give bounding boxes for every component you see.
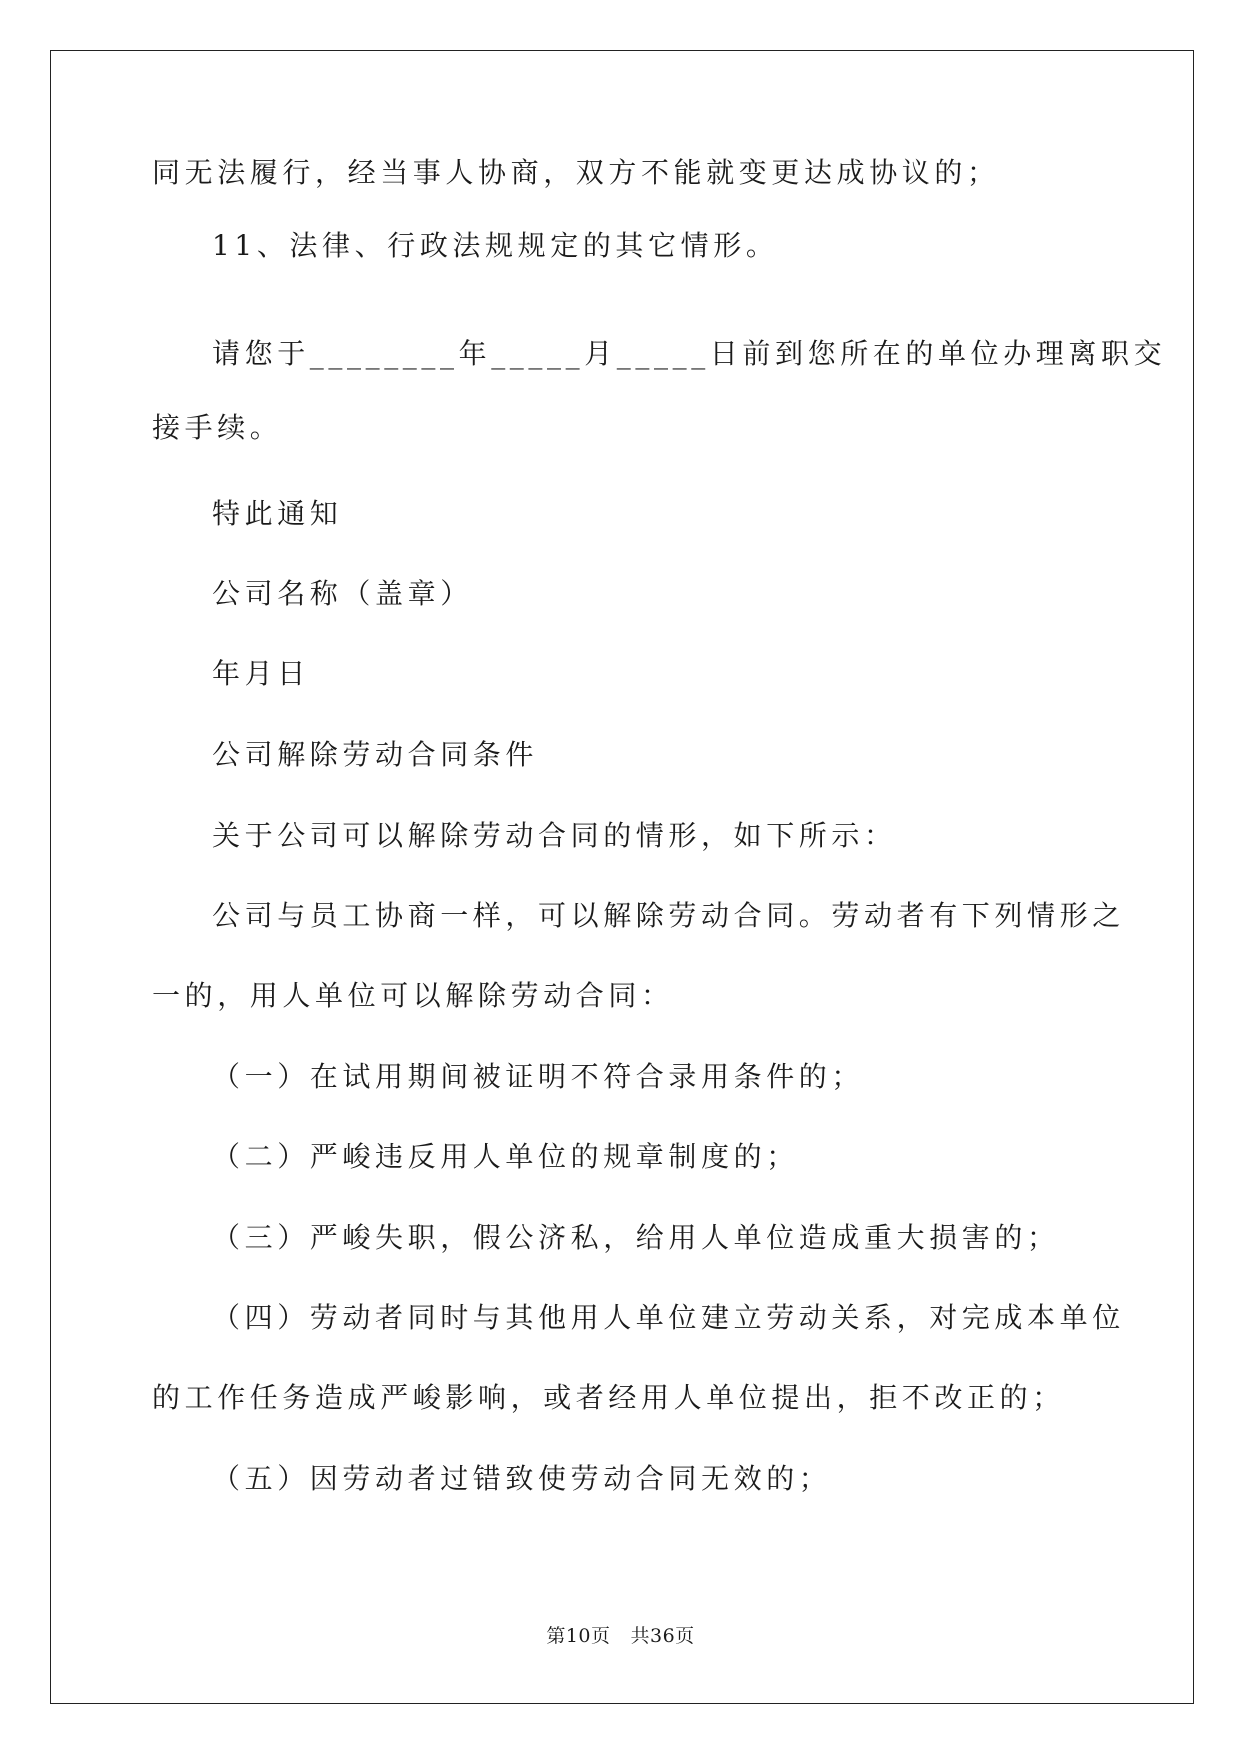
- paragraph-line: 公司与员工协商一样，可以解除劳动合同。劳动者有下列情形之: [212, 899, 1125, 932]
- paragraph-line: 年月日: [212, 657, 310, 690]
- paragraph-line: 同无法履行，经当事人协商，双方不能就变更达成协议的；: [152, 156, 1000, 189]
- paragraph-line: 11、法律、行政法规规定的其它情形。: [212, 229, 779, 262]
- paragraph-line: 请您于________年_____月_____日前到您所在的单位办理离职交: [212, 337, 1167, 370]
- paragraph-line: 关于公司可以解除劳动合同的情形，如下所示：: [212, 819, 897, 852]
- paragraph-line: （二）严峻违反用人单位的规章制度的；: [212, 1140, 799, 1173]
- paragraph-line: 特此通知: [212, 497, 343, 530]
- paragraph-line: 接手续。: [152, 411, 283, 444]
- page-footer: [0, 1624, 1241, 1648]
- page-border: [50, 50, 1194, 1704]
- paragraph-line: 一的，用人单位可以解除劳动合同：: [152, 979, 674, 1012]
- paragraph-line: （四）劳动者同时与其他用人单位建立劳动关系，对完成本单位: [212, 1301, 1125, 1334]
- paragraph-line: 公司解除劳动合同条件: [212, 738, 539, 771]
- current-page-number: 第10页: [546, 1625, 611, 1647]
- total-page-count: 共36页: [630, 1625, 695, 1647]
- paragraph-line: （一）在试用期间被证明不符合录用条件的；: [212, 1060, 865, 1093]
- paragraph-line: 的工作任务造成严峻影响，或者经用人单位提出，拒不改正的；: [152, 1381, 1065, 1414]
- paragraph-line: 公司名称（盖章）: [212, 577, 473, 610]
- paragraph-line: （三）严峻失职，假公济私，给用人单位造成重大损害的；: [212, 1221, 1060, 1254]
- paragraph-line: （五）因劳动者过错致使劳动合同无效的；: [212, 1462, 832, 1495]
